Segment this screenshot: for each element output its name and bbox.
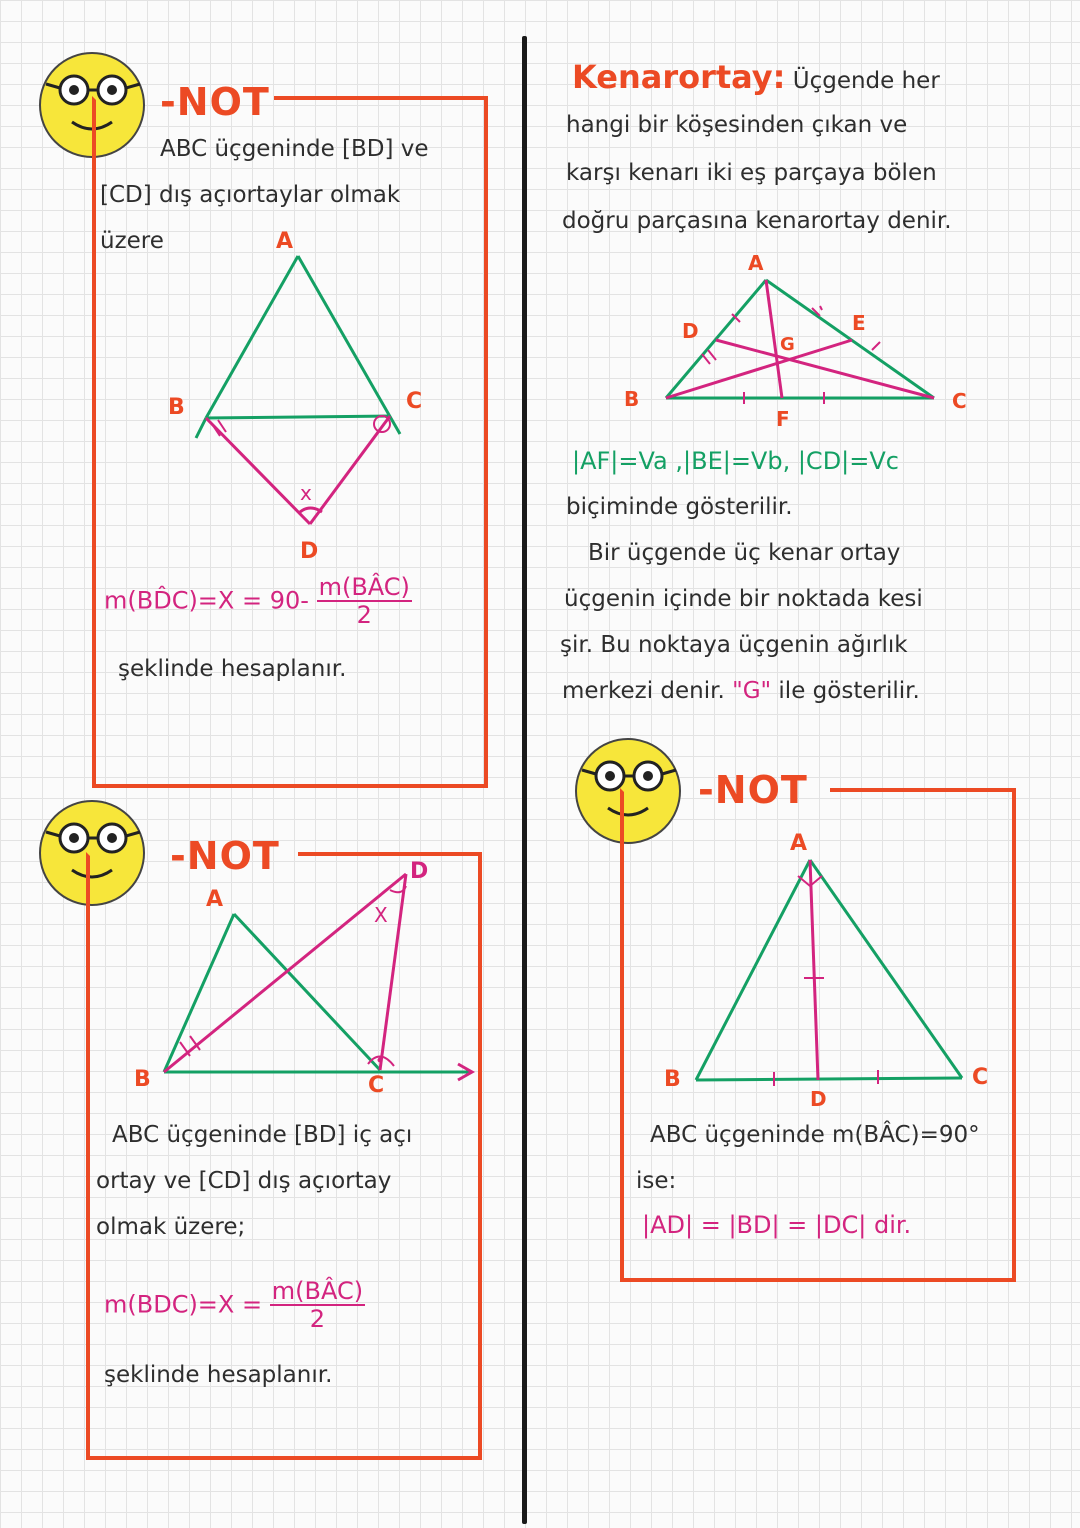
median-label-a: A xyxy=(748,251,764,275)
median-label-b: B xyxy=(624,387,640,411)
note1-label-d: D xyxy=(300,539,319,564)
median-para-line1: Bir üçgende üç kenar ortay xyxy=(588,540,901,566)
note2-conclusion: şeklinde hesaplanır. xyxy=(104,1362,333,1388)
note1-line3: üzere xyxy=(100,228,164,254)
note3-label-a: A xyxy=(790,831,808,856)
note3-title: -NOT xyxy=(698,768,808,812)
note1-label-a: A xyxy=(276,229,294,254)
note1-frame-top xyxy=(274,96,488,100)
note3-label-c: C xyxy=(972,1065,989,1090)
note1-label-x: x xyxy=(300,481,312,505)
page-divider xyxy=(522,36,527,1524)
note2-label-a: A xyxy=(206,887,224,912)
note1-line1: ABC üçgeninde [BD] ve xyxy=(160,136,429,162)
note1-formula xyxy=(104,574,412,629)
note2-label-x: X xyxy=(374,903,388,927)
median-para-line4-g: "G" xyxy=(732,678,772,704)
note2-line1: ABC üçgeninde [BD] iç açı xyxy=(112,1122,413,1148)
note1-triangle-diagram xyxy=(160,228,430,568)
median-para-line4-a: merkezi denir. xyxy=(562,678,725,704)
note1-label-b: B xyxy=(168,395,185,420)
note2-line2: ortay ve [CD] dış açıortay xyxy=(96,1168,392,1194)
note3-label-d: D xyxy=(810,1087,827,1111)
note2-title: -NOT xyxy=(170,834,280,878)
median-text-line1: Üçgende her xyxy=(792,68,940,94)
note3-triangle-diagram xyxy=(650,824,1010,1114)
note2-triangle-diagram xyxy=(120,860,480,1100)
median-notation: |AF|=Va ,|BE|=Vb, |CD|=Vc xyxy=(572,447,899,475)
note1-formula-num: m(BÂC) xyxy=(318,573,410,601)
median-text-line3: karşı kenarı iki eş parçaya bölen xyxy=(566,160,937,186)
note3-line2: ise: xyxy=(636,1168,677,1194)
note3-label-b: B xyxy=(664,1067,681,1092)
median-label-e: E xyxy=(852,311,866,335)
note2-line3: olmak üzere; xyxy=(96,1214,246,1240)
note2-formula-left: m(BDC)=X = xyxy=(104,1290,263,1319)
median-notation-suffix: biçiminde gösterilir. xyxy=(566,494,793,520)
median-label-f: F xyxy=(776,407,790,431)
note2-formula-den: 2 xyxy=(309,1305,326,1334)
note3-frame-top xyxy=(830,788,1016,792)
note2-label-d: D xyxy=(410,860,429,884)
median-label-g: G xyxy=(780,334,795,355)
note1-label-c: C xyxy=(406,389,423,414)
note2-label-c: C xyxy=(368,1073,385,1098)
median-para-line2: üçgenin içinde bir noktada kesi xyxy=(564,586,923,612)
note2-label-b: B xyxy=(134,1067,151,1092)
note1-line2: [CD] dış açıortaylar olmak xyxy=(100,182,401,208)
note3-line1: ABC üçgeninde m(BÂC)=90° xyxy=(650,1122,980,1148)
note1-title: -NOT xyxy=(160,80,270,124)
note1-formula-left: m(BD̂C)=X = 90- xyxy=(104,586,309,615)
note3-formula: |AD| = |BD| = |DC| dir. xyxy=(642,1211,912,1239)
median-para-line4-b: ile gösterilir. xyxy=(778,678,920,704)
median-title: Kenarortay: xyxy=(572,58,786,96)
median-para-line4 xyxy=(562,668,920,714)
median-text-line2: hangi bir köşesinden çıkan ve xyxy=(566,112,908,138)
median-label-c: C xyxy=(952,389,967,413)
note1-conclusion: şeklinde hesaplanır. xyxy=(118,656,347,682)
median-triangle-diagram xyxy=(616,246,986,436)
note2-frame-top xyxy=(298,852,482,856)
median-text-line4: doğru parçasına kenarortay denir. xyxy=(562,208,952,234)
note1-formula-den: 2 xyxy=(356,601,372,630)
median-para-line3: şir. Bu noktaya üçgenin ağırlık xyxy=(560,632,908,658)
note2-formula-num: m(BÂC) xyxy=(271,1277,364,1305)
median-label-d: D xyxy=(682,319,699,343)
note2-formula xyxy=(104,1278,365,1333)
median-intro-line1 xyxy=(572,54,1042,104)
